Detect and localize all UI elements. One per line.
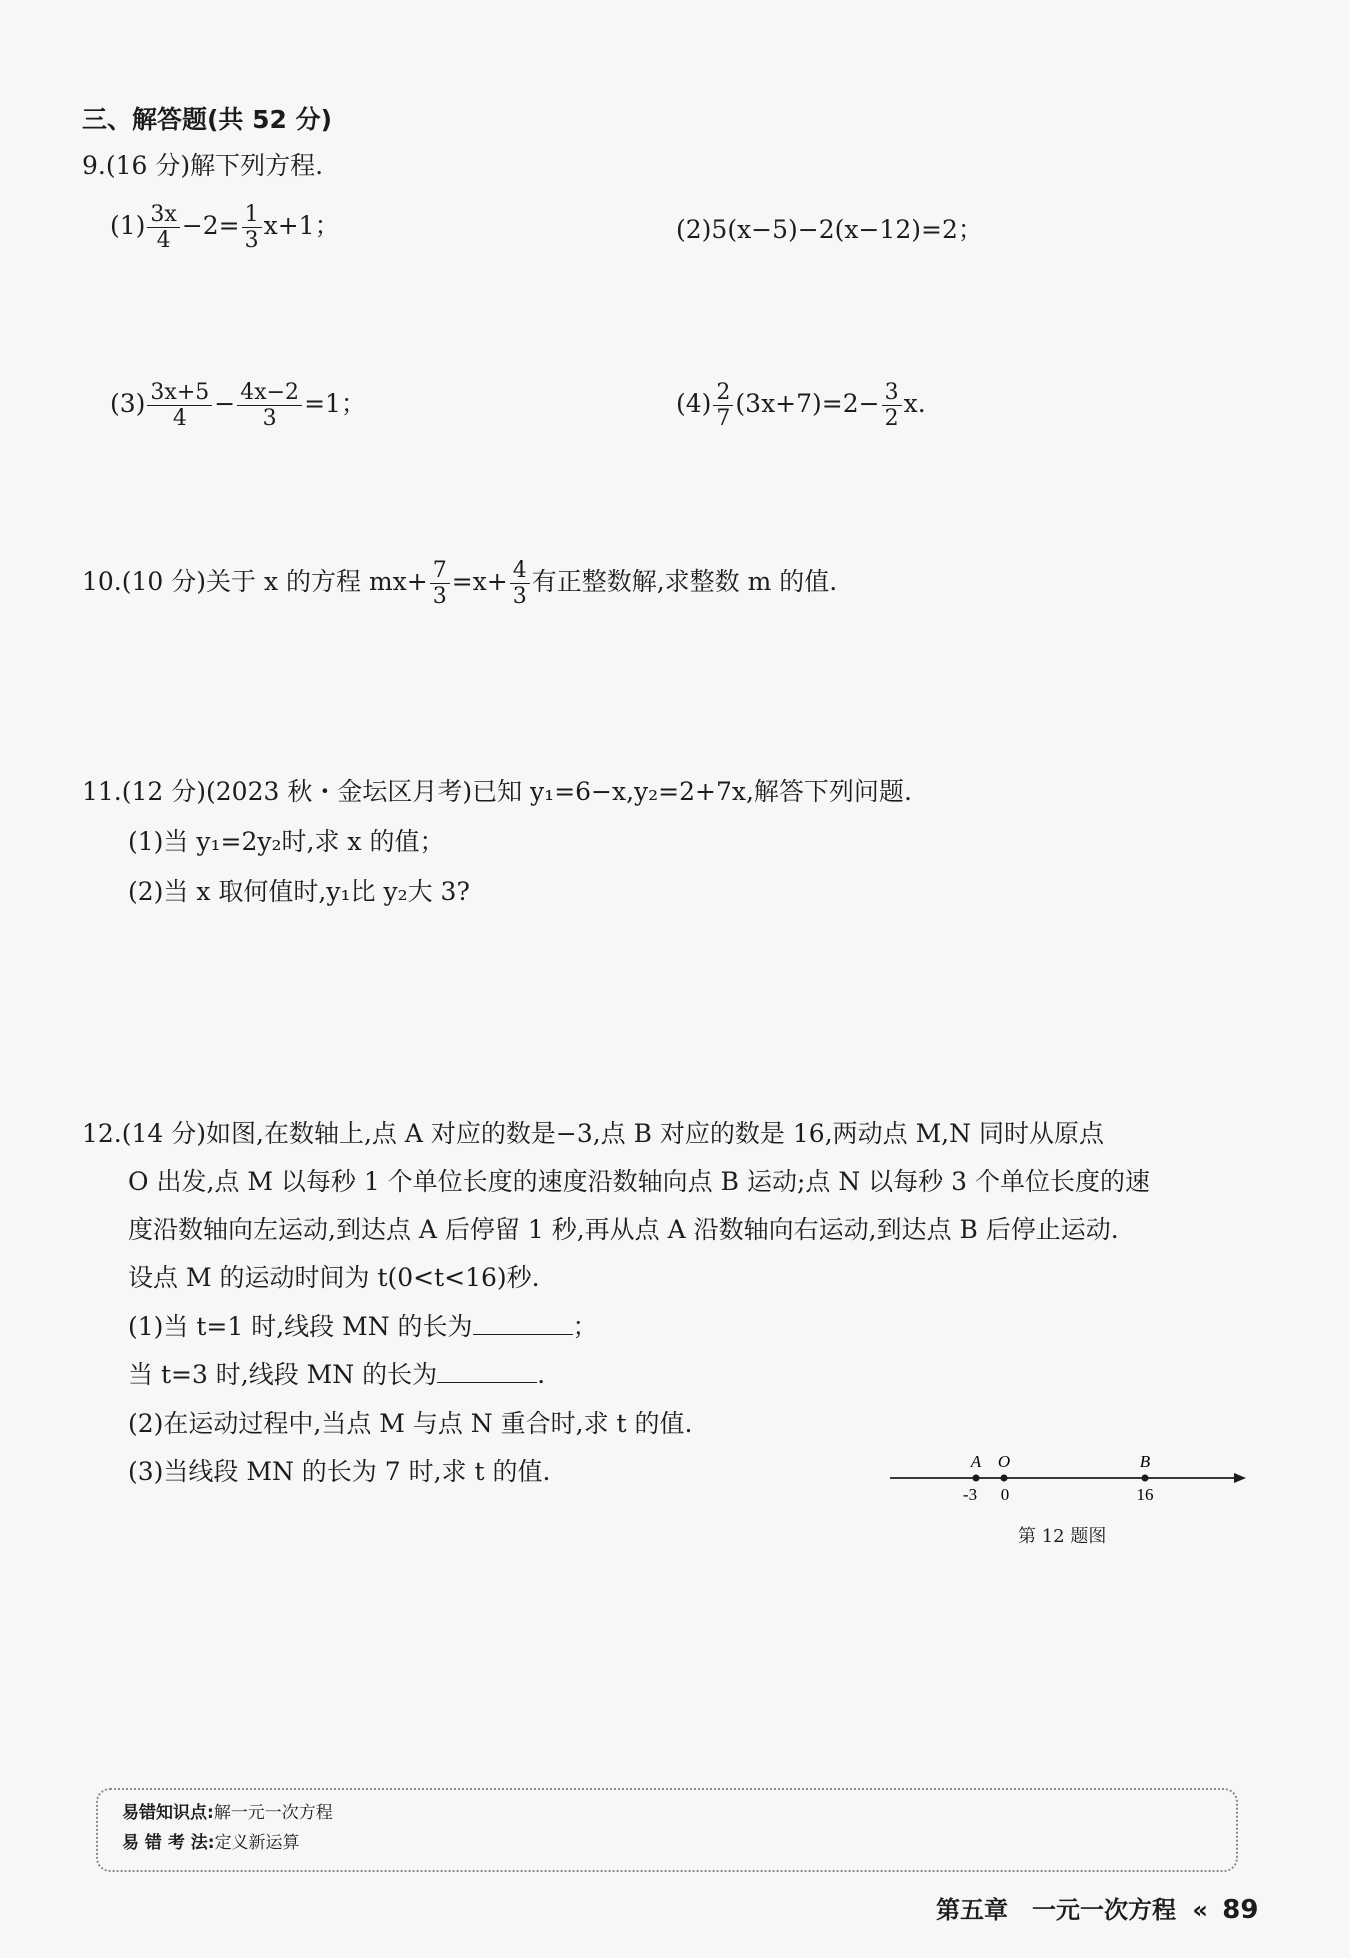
question-10: 10.(10 分)关于 x 的方程 mx+ $\frac{7}{3}$ =x+ $\frac{4}{3}$ 有正整数解,求整数 m 的值. — [82, 558, 838, 609]
fraction: $\frac{7}{3}$ — [430, 558, 450, 609]
answer-blank[interactable] — [473, 1310, 573, 1335]
question-12-line-1: 12.(14 分)如图,在数轴上,点 A 对应的数是−3,点 B 对应的数是 16,两动点 M,N 同时从原点 — [82, 1119, 1104, 1148]
value-B: 16 — [1136, 1485, 1154, 1504]
arrow-head-icon — [1234, 1473, 1246, 1483]
q9-p1-prefix: (1) — [110, 211, 146, 240]
chapter-footer — [936, 1890, 1258, 1925]
label-O: O — [997, 1452, 1011, 1471]
fraction: $\frac{3x+5}{4}$ — [147, 380, 212, 431]
fraction: $\frac{2}{7}$ — [713, 380, 733, 431]
tip-row-2: 易 错 考 法:定义新运算 — [122, 1833, 300, 1853]
tip-row-1: 易错知识点:解一元一次方程 — [122, 1803, 333, 1823]
page-number: 89 — [1222, 1895, 1259, 1925]
point-B-dot — [1142, 1475, 1149, 1482]
value-O: 0 — [1000, 1485, 1010, 1504]
fraction: $\frac{1}{3}$ — [242, 202, 262, 253]
label-B: B — [1139, 1452, 1151, 1471]
question-12-line-4: 设点 M 的运动时间为 t(0<t<16)秒. — [128, 1263, 540, 1292]
q9-part-1: (1) $\frac{3x}{4}$ −2= $\frac{1}{3}$ x+1； — [110, 202, 340, 253]
figure-caption: 第 12 题图 — [1018, 1526, 1107, 1547]
q9-part-3: (3) $\frac{3x+5}{4}$ − $\frac{4x-2}{3}$ =1； — [110, 380, 366, 431]
q11-part-2: (2)当 x 取何值时,y₁比 y₂大 3? — [128, 877, 470, 906]
point-A-dot — [973, 1475, 980, 1482]
q12-part-3: (3)当线段 MN 的长为 7 时,求 t 的值. — [128, 1457, 551, 1486]
q12-part-2: (2)在运动过程中,当点 M 与点 N 重合时,求 t 的值. — [128, 1409, 693, 1438]
question-12-line-3: 度沿数轴向左运动,到达点 A 后停留 1 秒,再从点 A 沿数轴向右运动,到达点 B 后停止运动. — [128, 1215, 1119, 1244]
point-O-dot — [1001, 1475, 1008, 1482]
q9-part-4: (4) $\frac{2}{7}$ (3x+7)=2− $\frac{3}{2}$ x. — [676, 380, 926, 431]
value-A: -3 — [962, 1485, 978, 1504]
chapter-title: 第五章 一元一次方程 — [936, 1896, 1176, 1924]
answer-blank[interactable] — [437, 1358, 537, 1383]
error-tips-box — [96, 1788, 1238, 1872]
q9-part-2: (2)5(x−5)−2(x−12)=2； — [676, 215, 983, 244]
question-11-stem: 11.(12 分)(2023 秋・金坛区月考)已知 y₁=6−x,y₂=2+7x,解答下列问题. — [82, 777, 912, 806]
q12-part-1a: (1)当 t=1 时,线段 MN 的长为 ； — [128, 1312, 598, 1341]
q11-part-1: (1)当 y₁=2y₂时,求 x 的值； — [128, 827, 445, 856]
question-9-label: 9.(16 分)解下列方程. — [82, 151, 324, 180]
section-title: 三、解答题(共 52 分) — [82, 105, 333, 134]
fraction: $\frac{3x}{4}$ — [147, 202, 179, 253]
q12-part-1b: 当 t=3 时,线段 MN 的长为 . — [128, 1360, 546, 1389]
label-A: A — [970, 1452, 982, 1471]
double-chevron-icon: « — [1192, 1896, 1208, 1924]
fraction: $\frac{4x-2}{3}$ — [237, 380, 302, 431]
number-line-figure — [880, 1440, 1260, 1530]
question-12-line-2: O 出发,点 M 以每秒 1 个单位长度的速度沿数轴向点 B 运动;点 N 以每秒 3 个单位长度的速 — [128, 1167, 1150, 1196]
fraction: $\frac{3}{2}$ — [882, 380, 902, 431]
fraction: $\frac{4}{3}$ — [510, 558, 530, 609]
